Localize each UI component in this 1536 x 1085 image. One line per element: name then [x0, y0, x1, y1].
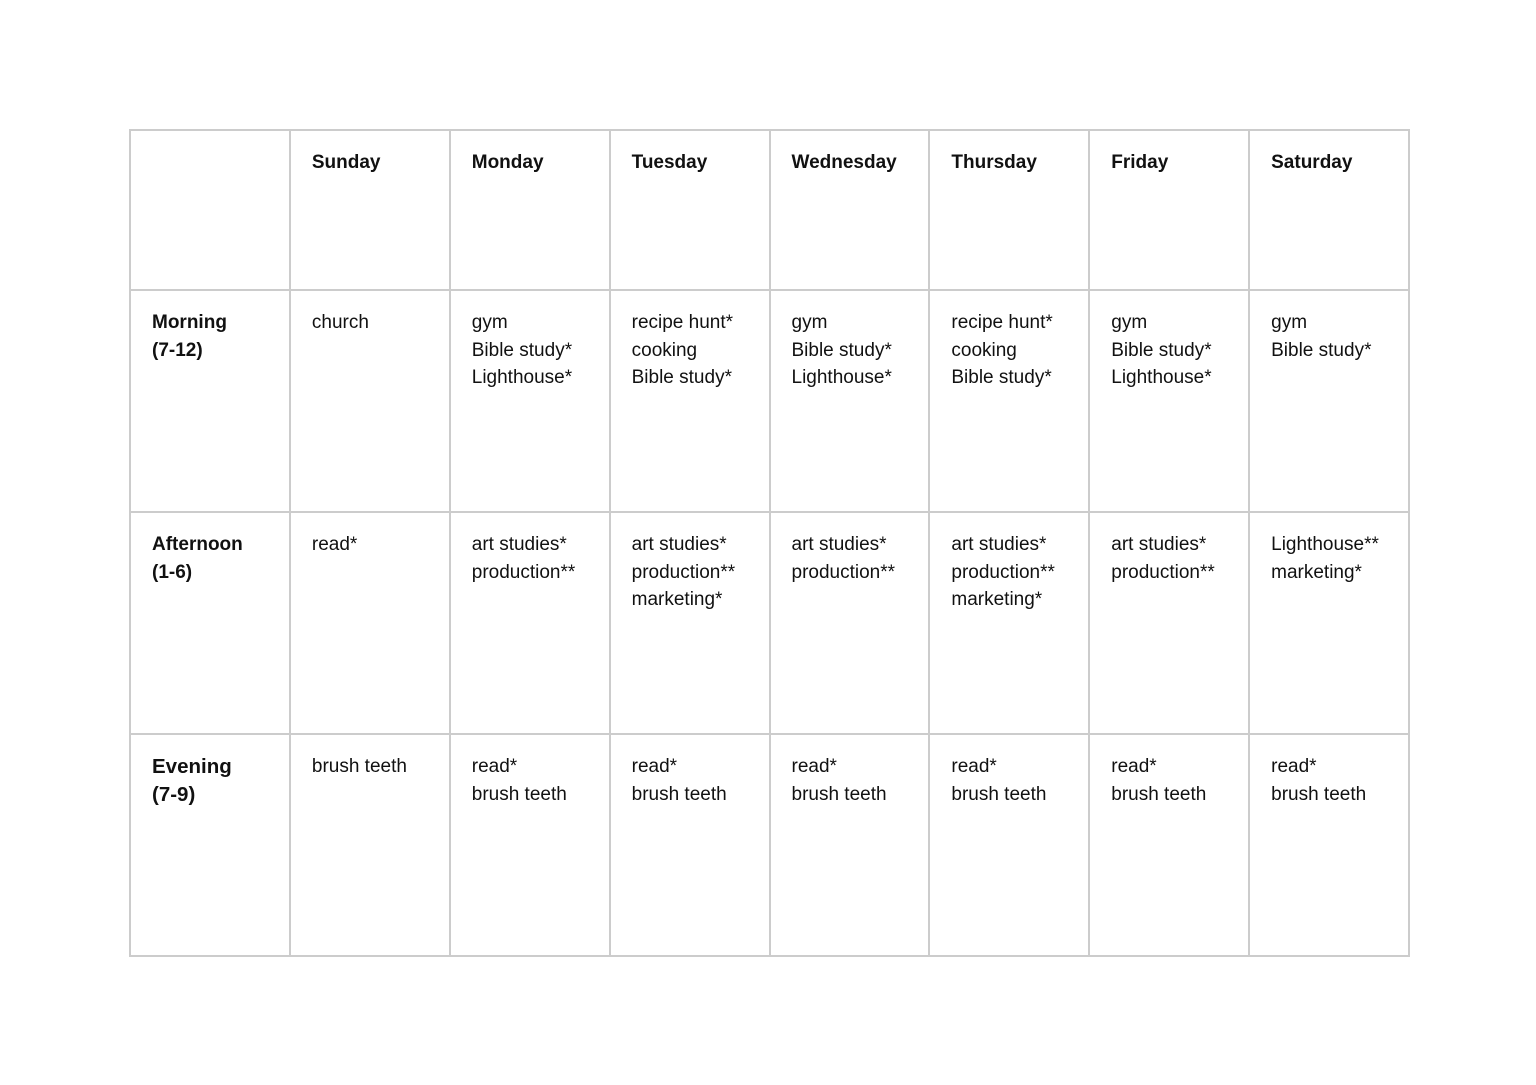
activity: brush teeth — [951, 783, 1047, 805]
activity: marketing* — [951, 589, 1043, 610]
cell-evening-wednesday — [770, 734, 930, 956]
table-row-afternoon — [130, 512, 1409, 734]
row-time-range: (1-6) — [152, 561, 193, 583]
activity: read* — [311, 534, 358, 555]
cell-evening-monday — [450, 734, 610, 956]
cell-morning-monday — [450, 290, 610, 512]
activity: Bible study* — [471, 339, 573, 361]
cell-evening-friday — [1089, 734, 1249, 956]
row-label: Morning — [152, 312, 227, 333]
row-header-evening — [130, 734, 290, 956]
activity: brush teeth — [1271, 783, 1367, 805]
day-header-monday: Monday — [450, 130, 610, 290]
row-time-range: (7-12) — [152, 339, 203, 361]
table-row-morning — [130, 290, 1409, 512]
cell-morning-saturday — [1249, 290, 1409, 512]
day-header-tuesday: Tuesday — [610, 130, 770, 290]
cell-morning-sunday — [290, 290, 450, 512]
activity: art studies* — [1111, 534, 1207, 555]
activity: read* — [791, 756, 837, 777]
cell-afternoon-sunday — [290, 512, 450, 734]
cell-afternoon-saturday — [1249, 512, 1409, 734]
activity: art studies* — [471, 534, 567, 555]
activity: brush teeth — [631, 783, 727, 805]
cell-afternoon-monday — [450, 512, 610, 734]
cell-morning-wednesday — [770, 290, 930, 512]
activity: marketing* — [631, 589, 723, 610]
cell-evening-saturday — [1249, 734, 1409, 956]
cell-afternoon-friday — [1089, 512, 1249, 734]
activity: Lighthouse* — [1111, 367, 1212, 388]
activity: recipe hunt* — [631, 312, 734, 333]
activity: marketing* — [1271, 561, 1362, 583]
row-header-morning — [130, 290, 290, 512]
day-header-saturday: Saturday — [1249, 130, 1409, 290]
activity: production** — [951, 561, 1055, 583]
activity: production** — [791, 561, 896, 583]
cell-morning-tuesday — [610, 290, 770, 512]
activity: brush teeth — [791, 783, 887, 805]
activity: read* — [951, 756, 997, 777]
activity: read* — [1111, 756, 1157, 777]
activity: Bible study* — [951, 367, 1052, 388]
activity: gym — [1111, 312, 1148, 333]
activity: Lighthouse* — [471, 367, 573, 388]
activity: brush teeth — [471, 783, 567, 805]
activity: production** — [631, 561, 736, 583]
table-row-evening — [130, 734, 1409, 956]
activity: production** — [471, 561, 576, 583]
cell-morning-friday — [1089, 290, 1249, 512]
activity: Bible study* — [631, 367, 732, 388]
row-header-afternoon — [130, 512, 290, 734]
activity: Bible study* — [1271, 339, 1372, 361]
corner-cell — [130, 130, 290, 290]
row-label: Afternoon — [152, 534, 243, 555]
activity: brush teeth — [311, 756, 407, 777]
row-time-range: (7-9) — [152, 782, 196, 806]
activity: art studies* — [631, 534, 727, 555]
activity: Bible study* — [1111, 339, 1212, 361]
cell-afternoon-thursday — [929, 512, 1089, 734]
activity: read* — [1271, 756, 1317, 777]
cell-morning-thursday — [929, 290, 1089, 512]
activity: production** — [1111, 561, 1215, 583]
activity: art studies* — [791, 534, 887, 555]
activity: gym — [471, 312, 508, 333]
activity: gym — [791, 312, 828, 333]
activity: Lighthouse** — [1271, 534, 1379, 555]
activity: brush teeth — [1111, 783, 1207, 805]
activity: recipe hunt* — [951, 312, 1053, 333]
activity: cooking — [631, 339, 698, 361]
weekly-schedule-table — [129, 129, 1410, 957]
activity: Lighthouse* — [791, 367, 892, 388]
cell-evening-sunday — [290, 734, 450, 956]
activity: Bible study* — [791, 339, 892, 361]
day-header-thursday: Thursday — [929, 130, 1089, 290]
row-label: Evening — [152, 755, 232, 778]
cell-evening-thursday — [929, 734, 1089, 956]
cell-evening-tuesday — [610, 734, 770, 956]
activity: read* — [471, 756, 518, 777]
day-header-friday: Friday — [1089, 130, 1249, 290]
day-header-wednesday: Wednesday — [770, 130, 930, 290]
activity: read* — [631, 756, 678, 777]
activity: cooking — [951, 339, 1017, 361]
activity: gym — [1271, 312, 1308, 333]
day-header-sunday: Sunday — [290, 130, 450, 290]
activity: church — [311, 312, 369, 333]
header-row — [130, 130, 1409, 290]
activity: art studies* — [951, 534, 1047, 555]
cell-afternoon-tuesday — [610, 512, 770, 734]
cell-afternoon-wednesday — [770, 512, 930, 734]
